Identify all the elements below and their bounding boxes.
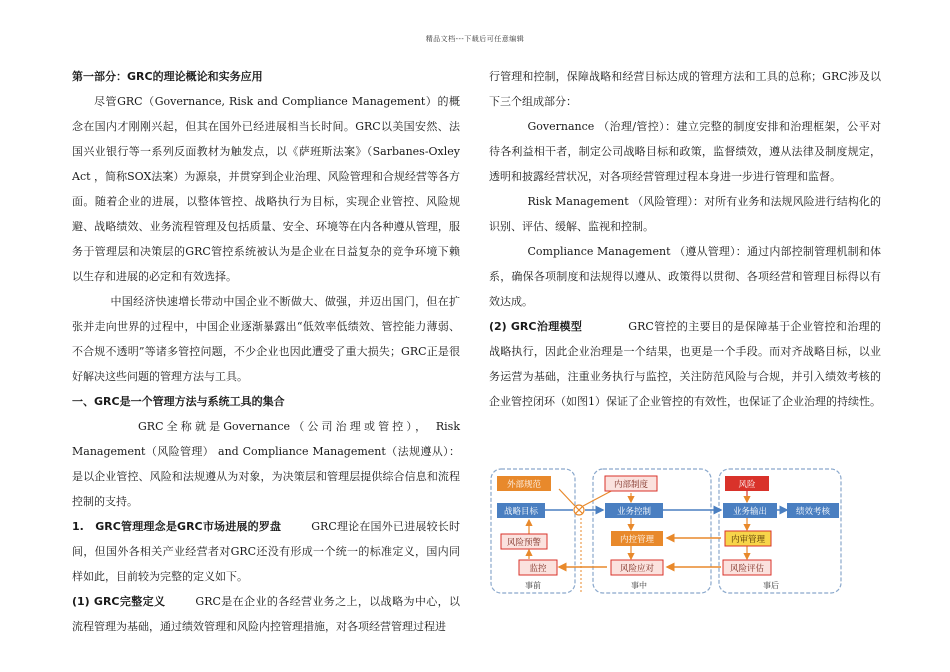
svg-text:战略目标: 战略目标	[503, 507, 539, 517]
box-internal-audit	[725, 531, 771, 546]
label-during: 事中	[631, 581, 647, 590]
paragraph-grc-model	[489, 314, 881, 414]
paragraph-grc-intro: 尽管GRC（Governance, Risk and Compliance Management）的概念在国内才刚刚兴起，但其在国外已经进展相当长时间。GRC以美国安然、法国兴业银行等一系列反面教材为触发点，以《萨班斯法案》（Sarbanes-Oxley Act ，简称SOX法案）为源泉，并贯穿到企业治理、风险管理和合规经营等各方面。随着企业的进展，以整体管控、战略执行为目标，实现企业管控、风险规避、战略绩效、业务流程管理及包括质量、安全、环境等在内各种遵从管理，服务于管理层和决策层的GRC管控系统被认为是企业在日益复杂的竞争环境下赖以生存和进展的必定和有效选择。	[72, 95, 460, 283]
svg-text:内控管理: 内控管理	[619, 535, 655, 545]
text-grc-definition: GRC是在企业的各经营业务之上，以战略为中心，以流程管理为基础，通过绩效管理和风险内控管理措施，对各项经营管理过程进	[72, 595, 460, 633]
svg-text:内部制度: 内部制度	[613, 480, 649, 490]
label-before: 事前	[525, 581, 541, 590]
svg-text:风险应对: 风险应对	[619, 564, 655, 574]
paragraph-risk-management: Risk Management （风险管理）：对所有业务和法规风险进行结构化的识别、评估、缓解、监视和控制。	[489, 195, 881, 233]
box-business-output	[723, 503, 777, 518]
heading-grc-collection: 一、GRC是一个管理方法与系统工具的集合	[72, 395, 285, 408]
box-risk	[725, 476, 769, 491]
heading-grc-definition: (1) GRC完整定义	[72, 595, 166, 608]
svg-text:外部规范: 外部规范	[506, 480, 542, 490]
paragraph-china-context: 中国经济快速增长带动中国企业不断做大、做强，并迈出国门，但在扩张并走向世界的过程中，中国企业逐渐暴露出“低效率低绩效、管控能力薄弱、不合规不透明”等诸多管控问题，不少企业也因此遭受了重大损失；GRC正是很好解决这些问题的管理方法与工具。	[72, 295, 460, 383]
box-internal-system	[605, 476, 657, 491]
box-monitoring	[519, 560, 557, 575]
heading-grc-concept: 1. GRC管理理念是GRC市场进展的罗盘	[72, 520, 282, 533]
paragraph-grc-definition	[72, 589, 460, 639]
heading-grc-model: (2) GRC治理模型	[489, 320, 583, 333]
svg-text:内审管理: 内审管理	[730, 535, 766, 545]
paragraph-grc-concept	[72, 514, 460, 589]
svg-text:风险预警: 风险预警	[506, 538, 542, 548]
svg-text:业务控制: 业务控制	[616, 507, 652, 517]
box-risk-response	[611, 560, 663, 575]
label-after: 事后	[763, 581, 779, 590]
paragraph-compliance-management: Compliance Management （遵从管理）：通过内部控制管理机制和体系，确保各项制度和法规得以遵从、政策得以贯彻、各项经营和管理目标得以有效达成。	[489, 245, 881, 308]
page-header: 精品文档---下载后可任意编辑	[425, 35, 525, 43]
box-risk-assessment	[723, 560, 771, 575]
svg-text:风险: 风险	[738, 480, 756, 490]
box-performance	[787, 503, 839, 518]
box-risk-warning	[501, 534, 547, 549]
paragraph-continuation: 行管理和控制，保障战略和经营目标达成的管理方法和工具的总称；GRC涉及以下三个组成部分：	[489, 70, 881, 108]
paragraph-grc-fullname: GRC全称就是Governance（公司治理或管控）， Risk Management（风险管理） and Compliance Management（法规遵从）：是以企业管控、风险和法规遵从为对象，为决策层和管理层提供综合信息和流程控制的支持。	[72, 420, 460, 508]
svg-text:绩效考核: 绩效考核	[795, 507, 831, 517]
text-grc-concept: GRC理论在国外已进展较长时间，但国外各相关产业经营者对GRC还没有形成一个统一的标准定义，国内同样如此，目前较为完整的定义如下。	[72, 520, 460, 583]
left-column	[72, 64, 460, 639]
right-column	[489, 64, 881, 414]
text-grc-model: GRC管控的主要目的是保障基于企业管控和治理的战略执行，因此企业治理是一个结果，也更是一个手段。而对齐战略目标，以业务运营为基础，注重业务执行与监控，关注防范风险与合规，并引入绩效考核的企业管控闭环（如图1）保证了企业管控的有效性，也保证了企业治理的持续性。	[489, 320, 881, 408]
box-external-regulation	[497, 476, 551, 491]
grc-control-loop-diagram	[489, 466, 845, 596]
box-internal-control	[611, 531, 663, 546]
svg-text:监控: 监控	[529, 564, 547, 574]
box-business-control	[605, 503, 663, 518]
box-strategy-goal	[497, 503, 545, 518]
svg-text:业务输出: 业务输出	[732, 507, 768, 517]
section-title: 第一部分：GRC的理论概论和实务应用	[72, 70, 263, 83]
svg-text:风险评估: 风险评估	[729, 564, 765, 574]
paragraph-governance: Governance （治理/管控）：建立完整的制度安排和治理框架，公平对待各利益相干者，制定公司战略目标和政策，监督绩效，遵从法律及制度规定，透明和披露经营状况，对各项经营管理过程本身进一步进行管理和监督。	[489, 120, 881, 183]
